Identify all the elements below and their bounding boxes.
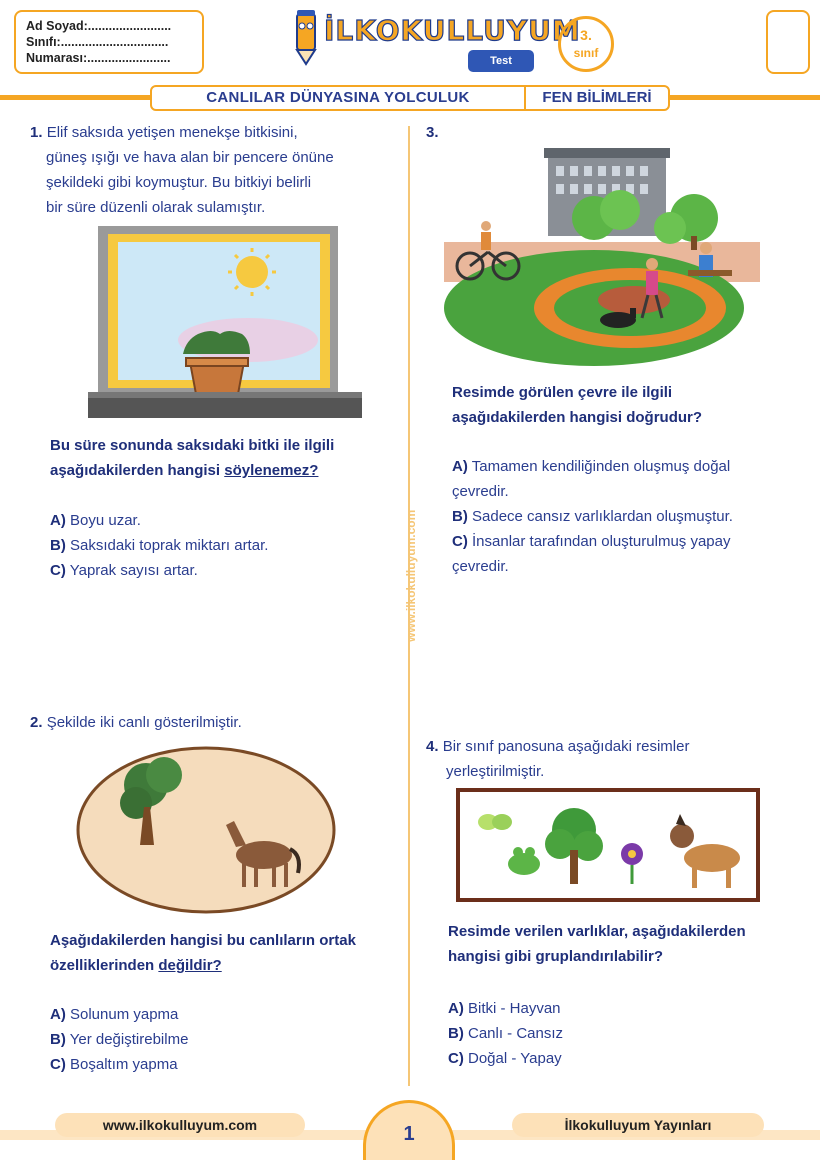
question-2-number: 2.	[30, 714, 43, 731]
q2-emphasis: değildir?	[158, 957, 222, 974]
student-info-box	[14, 10, 204, 74]
brand-logo	[280, 8, 581, 68]
option-a[interactable]	[50, 1002, 188, 1027]
question-4-prompt	[448, 919, 808, 969]
option-a-continued: çevredir.	[452, 483, 509, 500]
footer-publisher: İlkokulluyum Yayınları	[512, 1113, 764, 1137]
option-text: Tamamen kendiliğinden oluşmuş doğal	[471, 458, 731, 475]
option-text: Yaprak sayısı artar.	[69, 562, 198, 579]
q1-stem-line: güneş ışığı ve hava alan bir pencere önüne	[46, 149, 334, 166]
q4-prompt-line: hangisi gibi gruplandırılabilir?	[448, 948, 664, 965]
q3-number: 3.	[426, 124, 439, 141]
class-field: Sınıfı:...............................	[26, 35, 169, 49]
question-1-options	[50, 508, 268, 583]
question-2-stem	[30, 710, 400, 735]
name-field: Ad Soyad:........................	[26, 19, 172, 33]
window-plant-illustration	[88, 222, 368, 420]
q2-prompt-line: özelliklerinden	[50, 957, 159, 974]
q1-stem-line: bir süre düzenli olarak sulamıştır.	[46, 199, 266, 216]
question-2-options	[50, 1002, 188, 1077]
q4-prompt-line: Resimde verilen varlıklar, aşağıdakilerden	[448, 923, 746, 940]
option-b[interactable]	[452, 504, 802, 529]
unit-title: CANLILAR DÜNYASINA YOLCULUK	[152, 87, 526, 109]
option-key: A)	[50, 1006, 66, 1023]
page-number: 1	[363, 1100, 455, 1160]
q4-stem-line: Bir sınıf panosuna aşağıdaki resimler	[442, 738, 690, 755]
watermark-vertical: www.ilkokulluyum.com	[404, 509, 418, 642]
grade-word: sınıf	[573, 46, 599, 60]
title-bar	[150, 85, 670, 111]
q2-stem-text: Şekilde iki canlı gösterilmiştir.	[46, 714, 242, 731]
option-key: B)	[448, 1025, 464, 1042]
tree-horse-illustration	[76, 745, 336, 915]
q1-emphasis: söylenemez?	[224, 462, 319, 479]
q3-prompt-line: Resimde görülen çevre ile ilgili	[452, 384, 673, 401]
option-key: B)	[452, 508, 468, 525]
option-c[interactable]	[50, 558, 268, 583]
q4-stem-line: yerleştirilmiştir.	[446, 763, 545, 780]
q1-prompt-line: aşağıdakilerden hangisi	[50, 462, 225, 479]
question-4-stem	[426, 734, 796, 784]
option-key: C)	[50, 562, 66, 579]
question-3-number	[426, 120, 439, 145]
test-tag: Test	[468, 50, 534, 72]
footer-website[interactable]: www.ilkokulluyum.com	[55, 1113, 305, 1137]
pencil-mascot-icon	[288, 8, 324, 66]
q1-stem-line: Elif saksıda yetişen menekşe bitkisini,	[46, 124, 298, 141]
option-key: C)	[50, 1056, 66, 1073]
question-4-options	[448, 996, 563, 1071]
option-key: A)	[452, 458, 468, 475]
option-a[interactable]	[448, 996, 563, 1021]
q1-prompt-line: Bu süre sonunda saksıdaki bitki ile ilgili	[50, 437, 335, 454]
score-box	[766, 10, 810, 74]
butterfly-icon	[478, 814, 512, 830]
option-c[interactable]	[50, 1052, 188, 1077]
option-text: Boyu uzar.	[70, 512, 141, 529]
option-b[interactable]	[50, 1027, 188, 1052]
question-3-prompt	[452, 380, 802, 430]
option-text: Canlı - Cansız	[468, 1025, 564, 1042]
option-text: Sadece cansız varlıklardan oluşmuştur.	[472, 508, 733, 525]
option-b[interactable]	[448, 1021, 563, 1046]
option-c[interactable]	[452, 529, 802, 554]
q1-stem-line: şekildeki gibi koymuştur. Bu bitkiyi belirli	[46, 174, 312, 191]
option-text: Boşaltım yapma	[70, 1056, 178, 1073]
option-key: C)	[448, 1050, 464, 1067]
option-a[interactable]	[452, 454, 802, 479]
question-1-number: 1.	[30, 124, 43, 141]
option-key: B)	[50, 1031, 66, 1048]
option-text: Bitki - Hayvan	[468, 1000, 561, 1017]
question-1-stem	[30, 120, 400, 220]
question-2-prompt	[50, 928, 410, 978]
q3-prompt-line: aşağıdakilerden hangisi doğrudur?	[452, 409, 703, 426]
logo-text: İLKOKULLUYUM	[324, 14, 581, 47]
q2-prompt-line: Aşağıdakilerden hangisi bu canlıların ortak	[50, 932, 356, 949]
question-1-prompt	[50, 433, 400, 483]
option-a[interactable]	[50, 508, 268, 533]
grade-badge	[558, 16, 614, 72]
option-text: Solunum yapma	[70, 1006, 179, 1023]
option-c-continued: çevredir.	[452, 558, 509, 575]
option-c[interactable]	[448, 1046, 563, 1071]
subject-title: FEN BİLİMLERİ	[542, 89, 652, 106]
option-text: Doğal - Yapay	[468, 1050, 562, 1067]
option-key: B)	[50, 537, 66, 554]
option-key: A)	[50, 512, 66, 529]
option-text: Saksıdaki toprak miktarı artar.	[70, 537, 269, 554]
question-3-options	[452, 454, 802, 579]
number-field: Numarası:........................	[26, 51, 171, 65]
option-key: C)	[452, 533, 468, 550]
question-4-number: 4.	[426, 738, 439, 755]
option-b[interactable]	[50, 533, 268, 558]
option-text: İnsanlar tarafından oluşturulmuş yapay	[472, 533, 731, 550]
option-text: Yer değiştirebilme	[69, 1031, 189, 1048]
grade-number: 3.	[580, 27, 592, 43]
park-scene-illustration	[444, 148, 760, 370]
classroom-board-illustration	[456, 788, 760, 902]
option-key: A)	[448, 1000, 464, 1017]
